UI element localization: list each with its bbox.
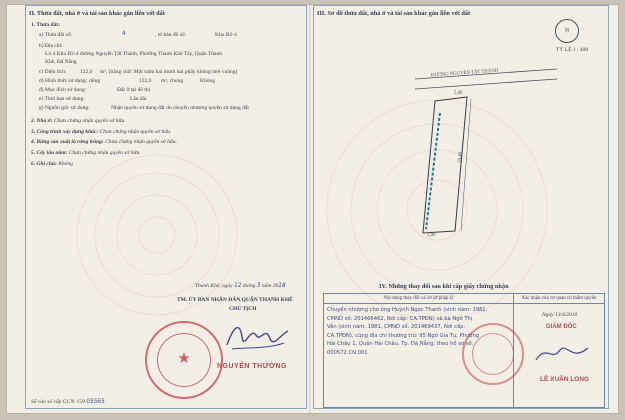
section-2-title: II. Thửa đất, nhà ở và tài sản khác gắn liền với đất (29, 10, 165, 17)
purpose-value: Đất ở tại đô thị (117, 87, 151, 93)
north-label: N (564, 28, 570, 34)
land-parcel-heading: 1. Thửa đất: (31, 22, 61, 28)
note-value: Không (58, 161, 73, 167)
purpose-label: đ) Mục đích sử dụng: (39, 87, 87, 93)
col-confirm-header: Xác nhận của cơ quan có thẩm quyền (514, 294, 605, 304)
perennial-value: Chưa chứng nhận quyền sở hữu. (68, 150, 141, 156)
col-content-header: Nội dung thay đổi và cơ sở pháp lý (324, 294, 514, 304)
other-works-label: 3. Công trình xây dựng khác: (31, 129, 99, 135)
dimension-side: 24,40 (457, 151, 464, 164)
change-line: 000572.CN.001 (327, 349, 368, 356)
section-4-title: IV. Những thay đổi sau khi cấp giấy chứng nhận (379, 283, 509, 290)
address-line-1: Lô 4 Khu B2-4 đường Nguyễn Tất Thành, Phường Thanh Khê Tây, Quận Thanh (45, 51, 222, 57)
confirm-name: LÊ XUÂN LONG (540, 376, 590, 383)
changes-table-header (324, 294, 605, 304)
official-seal-right (462, 323, 524, 385)
address-line-2: Khê, Đà Nẵng (45, 59, 77, 65)
registration-number (31, 399, 105, 405)
issue-date (195, 283, 286, 289)
parcel-no-value: 4 (122, 31, 126, 37)
registration-number-label: Số vào sổ cấp GCN: CH (31, 399, 85, 405)
area-label: c) Diện tích: (39, 69, 67, 75)
date-month: 3 (256, 283, 261, 289)
origin-value: Nhận quyền sử dụng đất do chuyển nhượng quyền sử dụng đất (111, 105, 249, 111)
change-line: Hải Châu 1, Quận Hải Châu, Tp. Đà Nẵng; theo hồ sơ số: (327, 341, 474, 348)
date-month-label: tháng (242, 283, 256, 289)
signer-org: TM. ỦY BAN NHÂN DÂN QUẬN THANH KHÊ (177, 297, 293, 303)
registration-number-value: 05565 (86, 399, 105, 405)
official-seal-left: ★ (145, 321, 223, 399)
house-value: Chưa chứng nhận quyền sở hữu. (53, 118, 126, 124)
area-unit-text: m², (bằng chữ: Một trăm hai mươi hai phẩy không mét vuông) (100, 69, 238, 75)
change-line: Chuyển nhượng cho ông Huỳnh Ngọc Thanh (sinh năm: 1981, (327, 307, 488, 313)
parcel-no-label: a) Thửa đất số: (39, 32, 72, 38)
signer-title: CHỦ TỊCH (229, 306, 257, 312)
date-year-label: năm 20 (261, 283, 279, 289)
forest-label: 4. Rừng sản xuất là rừng trồng: (31, 139, 104, 145)
other-works-value: Chưa chứng nhận quyền sở hữu. (99, 129, 172, 135)
map-sheet-label: , tờ bản đồ số: (155, 32, 187, 38)
date-day: 12 (234, 283, 242, 289)
house-label: 2. Nhà ở: (31, 118, 53, 124)
use-form-unit: m², chung (161, 78, 184, 84)
signature-left (222, 317, 292, 357)
date-year: 18 (278, 283, 286, 289)
change-line: Vân (sinh năm: 1981, CMND số: 201469437, Nơi cấp: (327, 324, 466, 331)
confirm-date: Ngày 13/4/2016 (542, 312, 578, 318)
map-sheet-value: Khu B2-4 (215, 32, 237, 38)
change-line: CA.TPĐN), cùng địa chỉ thường trú: 95 Ngô Gia Tự, Phường (327, 332, 480, 339)
origin-label: g) Nguồn gốc sử dụng: (39, 105, 90, 111)
area-value: 122,0 (80, 69, 93, 75)
date-prefix: Thanh Khê, ngày (195, 283, 233, 289)
use-form-common-value: Không (200, 78, 215, 84)
perennial-label: 5. Cây lâu năm: (31, 150, 68, 156)
signer-name: NGUYỄN THƯỜNG (217, 363, 288, 370)
confirm-title: GIÁM ĐỐC (546, 324, 577, 330)
use-form-label: d) Hình thức sử dụng: riêng (39, 78, 101, 84)
address-label: b) Địa chỉ: (39, 43, 63, 49)
dimension-bottom: 5,00 (427, 233, 436, 238)
change-line: CMND số: 201466462, Nơi cấp: CA.TPĐN) và bà Ngô Thị (327, 315, 473, 322)
forest-value: Chưa chứng nhận quyền sở hữu. (105, 139, 177, 145)
section-3-title: III. Sơ đồ thửa đất, nhà ở và tài sản khác gắn liền với đất (317, 10, 471, 17)
dimension-top: 5,00 (454, 91, 463, 96)
term-label: e) Thời hạn sử dụng: (39, 96, 85, 102)
term-value: Lâu dài (130, 96, 147, 102)
note-label: 6. Ghi chú: (31, 161, 57, 167)
use-form-private-value: 122,0 (139, 78, 152, 84)
parcel-diagram (407, 61, 567, 251)
north-arrow-icon (555, 19, 579, 43)
street-label: ĐƯỜNG NGUYỄN TẤT THÀNH (430, 68, 499, 79)
map-scale: TỶ LỆ 1 : 400 (556, 47, 589, 53)
signature-right (532, 338, 592, 368)
certificate-sheet (6, 4, 619, 414)
